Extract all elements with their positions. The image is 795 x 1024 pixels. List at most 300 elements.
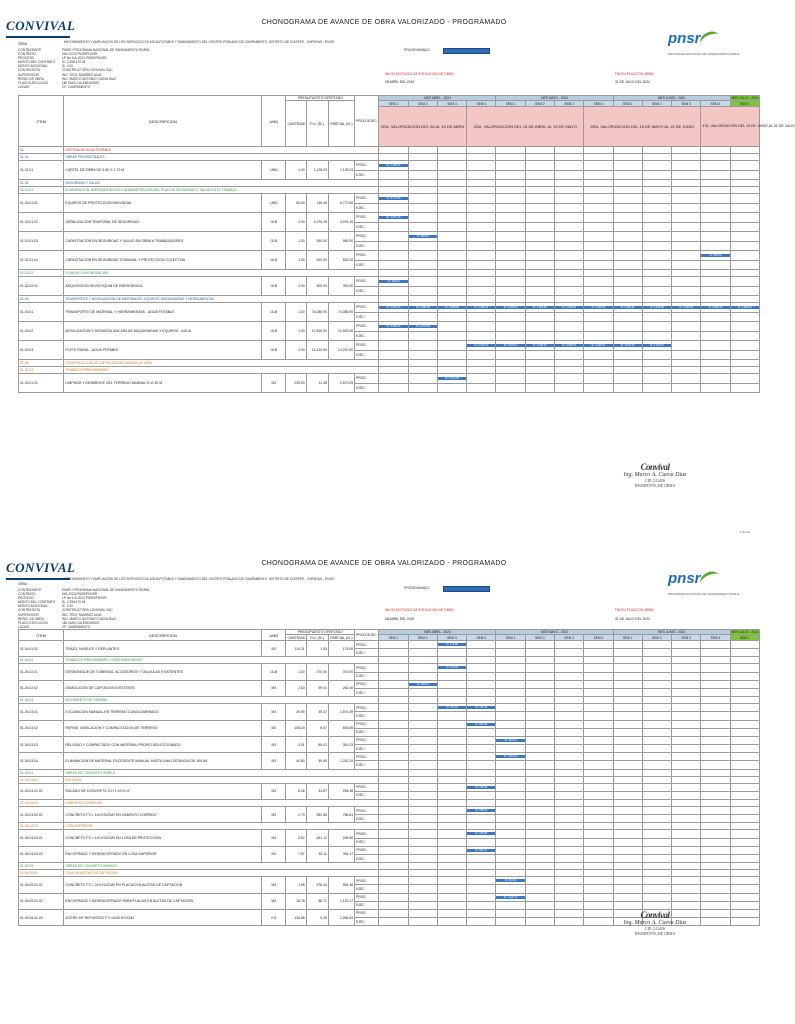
programmed-bar: S/. 787.20 bbox=[467, 706, 495, 709]
prog-label: PROG. bbox=[355, 664, 379, 672]
week-cell bbox=[496, 745, 525, 753]
item-row-prog bbox=[19, 846, 760, 854]
item-quantity: 1.00 bbox=[286, 341, 306, 360]
week-cell bbox=[467, 383, 496, 393]
week-cell bbox=[554, 649, 583, 657]
week-cell bbox=[496, 161, 525, 171]
week-cell bbox=[379, 170, 408, 180]
week-cell bbox=[672, 147, 701, 154]
week-cell bbox=[437, 664, 466, 672]
programmed-bar: S/. 5,698.90 bbox=[584, 306, 612, 309]
section-title: SEGURIDAD Y SALUD bbox=[64, 180, 379, 187]
week-cell bbox=[408, 251, 437, 261]
week-cell bbox=[672, 870, 701, 877]
week-cell bbox=[525, 241, 554, 251]
week-cell bbox=[408, 260, 437, 270]
week-cell bbox=[496, 712, 525, 720]
week-cell bbox=[672, 187, 701, 194]
week-cell bbox=[525, 854, 554, 862]
week-cell bbox=[584, 791, 613, 799]
header-valorizacion: 3RA. VALORIZACION DEL 15 DE MAYO AL 15 DE JUNIO bbox=[584, 107, 701, 147]
week-cell bbox=[379, 154, 408, 161]
week-cell bbox=[379, 680, 408, 688]
info-value: 045-2023-PNSR/PNVSR bbox=[62, 52, 98, 57]
week-cell bbox=[672, 180, 701, 187]
header-week: SEM 4 bbox=[467, 635, 496, 641]
week-cell bbox=[730, 277, 759, 287]
week-cell bbox=[467, 885, 496, 893]
item-row-prog bbox=[19, 251, 760, 261]
item-description: ADQUISICION DE BOTIQUIN DE EMERGENCIA bbox=[64, 277, 262, 296]
week-cell bbox=[701, 161, 730, 171]
week-cell bbox=[642, 147, 671, 154]
week-cell bbox=[496, 918, 525, 926]
week-cell bbox=[613, 672, 642, 680]
week-cell bbox=[467, 838, 496, 846]
header-parcial: PARCIAL (S/.) bbox=[328, 101, 354, 147]
week-cell bbox=[437, 918, 466, 926]
header-month: MES JULIO - 2024 bbox=[731, 96, 759, 100]
week-cell bbox=[379, 854, 408, 862]
week-cell bbox=[672, 170, 701, 180]
week-cell bbox=[642, 776, 671, 783]
week-cell bbox=[554, 863, 583, 870]
item-row-prog bbox=[19, 322, 760, 332]
week-cell bbox=[496, 360, 525, 367]
week-cell bbox=[437, 830, 466, 838]
header-prog-ejec: PROG./EJEC. bbox=[355, 630, 379, 641]
week-cell bbox=[437, 312, 466, 322]
week-cell bbox=[701, 154, 730, 161]
header-und: UND bbox=[262, 96, 286, 147]
week-cell bbox=[613, 697, 642, 704]
item-code: 01.04.03.04 bbox=[19, 753, 64, 769]
week-cell bbox=[437, 854, 466, 862]
week-cell bbox=[437, 783, 466, 791]
week-cell bbox=[525, 885, 554, 893]
week-cell bbox=[437, 657, 466, 664]
week-cell bbox=[554, 823, 583, 830]
week-cell bbox=[730, 728, 759, 736]
week-cell bbox=[613, 241, 642, 251]
week-cell bbox=[701, 260, 730, 270]
header-week: SEM 1 bbox=[496, 635, 525, 641]
week-cell bbox=[496, 303, 525, 313]
header-presupuesto: PRESUPUESTO OFERTADO bbox=[286, 630, 355, 635]
week-cell bbox=[467, 761, 496, 769]
item-description: CONCRETO F'C= 140 KG/CM2 EN CIMIENTO CORRIDO bbox=[64, 807, 262, 823]
week-cell bbox=[613, 863, 642, 870]
info-value: CP. CAMPAMENTO bbox=[62, 624, 91, 629]
signature-cip-2: CIP. 123456 bbox=[645, 926, 665, 931]
week-cell bbox=[525, 830, 554, 838]
item-row-prog bbox=[19, 704, 760, 712]
obra-label: OBRA bbox=[18, 42, 28, 46]
week-cell bbox=[379, 286, 408, 296]
week-cell bbox=[642, 783, 671, 791]
item-code: 01.02.02.01 bbox=[19, 277, 64, 296]
ejec-label: EJEC. bbox=[355, 791, 379, 799]
header-item: ITEM bbox=[19, 630, 64, 641]
info-key: CONTRATO bbox=[18, 52, 36, 57]
week-cell bbox=[496, 657, 525, 664]
signature-name: Ing. Marco A. Cueva Diaz bbox=[623, 472, 687, 478]
item-description: DEMOLICION DE CAPTACION EXISTENTE bbox=[64, 680, 262, 696]
week-cell bbox=[408, 672, 437, 680]
week-cell bbox=[379, 720, 408, 728]
week-cell bbox=[613, 791, 642, 799]
section-row bbox=[19, 154, 760, 161]
week-cell bbox=[525, 753, 554, 761]
item-partial: 14,210.50 bbox=[328, 341, 354, 360]
week-cell bbox=[554, 664, 583, 672]
prog-label: PROG. bbox=[355, 341, 379, 351]
week-cell bbox=[525, 736, 554, 744]
week-cell bbox=[379, 649, 408, 657]
header-week: SEM 1 bbox=[730, 101, 759, 107]
prog-label: PROG. bbox=[355, 846, 379, 854]
week-cell bbox=[584, 893, 613, 901]
week-cell bbox=[554, 241, 583, 251]
week-cell bbox=[613, 203, 642, 213]
item-partial: 174.89 bbox=[328, 641, 354, 657]
week-cell bbox=[525, 657, 554, 664]
week-cell bbox=[554, 877, 583, 885]
prog-label: PROG. bbox=[355, 830, 379, 838]
week-cell bbox=[613, 180, 642, 187]
week-cell bbox=[554, 870, 583, 877]
week-cell bbox=[496, 251, 525, 261]
week-cell bbox=[701, 194, 730, 204]
week-cell bbox=[525, 791, 554, 799]
week-cell bbox=[408, 918, 437, 926]
week-cell bbox=[554, 807, 583, 815]
week-cell bbox=[701, 180, 730, 187]
header-und: UND bbox=[262, 630, 286, 641]
week-cell bbox=[613, 350, 642, 360]
item-unit-price: 578.40 bbox=[306, 877, 328, 893]
prog-label: PROG. bbox=[355, 893, 379, 901]
item-partial: 950.00 bbox=[328, 232, 354, 251]
info-value: CONSTRUCTORA CONVIVAL SAC bbox=[62, 608, 113, 613]
week-cell bbox=[642, 360, 671, 367]
week-cell bbox=[554, 688, 583, 696]
week-cell bbox=[408, 791, 437, 799]
week-cell bbox=[672, 745, 701, 753]
week-cell bbox=[496, 383, 525, 393]
week-cell bbox=[584, 213, 613, 223]
week-cell bbox=[613, 885, 642, 893]
week-cell bbox=[584, 241, 613, 251]
item-unit: GLB bbox=[262, 251, 286, 270]
item-quantity: 1.00 bbox=[286, 303, 306, 322]
programmed-bar: S/. 2,573.05 bbox=[438, 377, 466, 380]
week-cell bbox=[496, 753, 525, 761]
info-value: S/. 2,358,470.04 bbox=[62, 60, 86, 65]
week-cell bbox=[379, 232, 408, 242]
week-cell bbox=[613, 312, 642, 322]
item-row-prog bbox=[19, 807, 760, 815]
week-cell bbox=[496, 180, 525, 187]
week-cell bbox=[584, 180, 613, 187]
week-cell bbox=[730, 901, 759, 909]
header-valorizacion: 4TA. VALORIZACION DEL 15 DE JUNIO AL 01 DE JULIO bbox=[701, 107, 760, 147]
info-key: SUPERVISOR bbox=[18, 72, 39, 77]
week-cell bbox=[467, 350, 496, 360]
week-cell bbox=[379, 350, 408, 360]
item-partial: 254.46 bbox=[328, 783, 354, 799]
item-description: ENCOFRADO Y DESENCOFRADO EN LOSA SUPERIOR bbox=[64, 846, 262, 862]
week-cell bbox=[408, 776, 437, 783]
item-unit: KG bbox=[262, 909, 286, 925]
week-cell bbox=[525, 688, 554, 696]
week-cell bbox=[554, 697, 583, 704]
week-cell bbox=[701, 383, 730, 393]
week-cell bbox=[730, 697, 759, 704]
week-cell bbox=[408, 367, 437, 374]
week-cell bbox=[701, 296, 730, 303]
item-row-prog bbox=[19, 753, 760, 761]
week-cell bbox=[730, 350, 759, 360]
item-description: TRANSPORTE DE MATERIAL Y HERRAMIENTAS - AGUA POTABLE bbox=[64, 303, 262, 322]
ejec-label: EJEC. bbox=[355, 203, 379, 213]
week-cell bbox=[554, 341, 583, 351]
week-cell bbox=[408, 180, 437, 187]
company-logo: CONVIVAL bbox=[6, 18, 76, 33]
week-cell bbox=[613, 854, 642, 862]
week-cell bbox=[642, 680, 671, 688]
week-cell bbox=[496, 807, 525, 815]
section-code: 01.02 bbox=[19, 180, 64, 187]
week-cell bbox=[408, 241, 437, 251]
week-cell bbox=[496, 728, 525, 736]
schedule-table-page-1 bbox=[18, 95, 795, 393]
week-cell bbox=[467, 800, 496, 807]
week-cell bbox=[672, 303, 701, 313]
pnsr-tagline-2: PROGRAMA NACIONAL DE SANEAMIENTO RURAL bbox=[668, 592, 741, 596]
info-key: CONTRATISTA bbox=[18, 608, 41, 613]
item-partial: 12,600.00 bbox=[328, 322, 354, 341]
week-cell bbox=[379, 331, 408, 341]
week-cell bbox=[554, 367, 583, 374]
week-cell bbox=[496, 901, 525, 909]
inicio-label-2: INICIO EN PLAZO DE EJECUCION DE OBRA bbox=[385, 608, 454, 612]
week-cell bbox=[701, 277, 730, 287]
week-cell bbox=[730, 203, 759, 213]
item-quantity: 105.43 bbox=[286, 720, 306, 736]
week-cell bbox=[467, 901, 496, 909]
week-cell bbox=[642, 331, 671, 341]
week-cell bbox=[672, 901, 701, 909]
prog-label: PROG. bbox=[355, 194, 379, 204]
week-cell bbox=[554, 720, 583, 728]
item-unit-price: 14,210.50 bbox=[306, 341, 328, 360]
week-cell bbox=[379, 823, 408, 830]
week-cell bbox=[584, 194, 613, 204]
week-cell bbox=[672, 807, 701, 815]
week-cell bbox=[730, 712, 759, 720]
week-cell bbox=[437, 296, 466, 303]
week-cell bbox=[701, 147, 730, 154]
week-cell bbox=[408, 232, 437, 242]
week-cell bbox=[408, 783, 437, 791]
week-cell bbox=[672, 672, 701, 680]
week-cell bbox=[554, 712, 583, 720]
week-cell bbox=[701, 761, 730, 769]
item-code: 01.04.03.01 bbox=[19, 704, 64, 720]
item-unit: M3 bbox=[262, 704, 286, 720]
week-cell bbox=[613, 360, 642, 367]
ejec-label: EJEC. bbox=[355, 260, 379, 270]
week-cell bbox=[584, 641, 613, 649]
info-key: CONTRATO bbox=[18, 592, 36, 597]
ejec-label: EJEC. bbox=[355, 688, 379, 696]
week-cell bbox=[437, 147, 466, 154]
week-cell bbox=[613, 704, 642, 712]
week-cell bbox=[525, 800, 554, 807]
week-cell bbox=[496, 322, 525, 332]
prog-label: PROG. bbox=[355, 374, 379, 384]
programmed-bar: S/. 1,128.03 bbox=[379, 164, 407, 167]
week-cell bbox=[554, 854, 583, 862]
week-cell bbox=[408, 753, 437, 761]
item-row-prog bbox=[19, 161, 760, 171]
section-title: TRABAJOS PRELIMINARES COMPLEMENTARIOS bbox=[64, 657, 379, 664]
header-week: SEM 1 bbox=[379, 635, 408, 641]
week-cell bbox=[613, 383, 642, 393]
week-cell bbox=[496, 312, 525, 322]
week-cell bbox=[584, 251, 613, 261]
ejec-label: EJEC. bbox=[355, 885, 379, 893]
week-cell bbox=[554, 830, 583, 838]
item-code: 01.04.05.01.02 bbox=[19, 893, 64, 909]
week-cell bbox=[379, 222, 408, 232]
week-cell bbox=[730, 854, 759, 862]
week-cell bbox=[408, 704, 437, 712]
section-title: OBRAS DE CONCRETO SIMPLE bbox=[64, 769, 379, 776]
info-value: CONSTRUCTORA CONVIVAL SAC bbox=[62, 68, 113, 73]
item-description: CONCRETO F'C= 140 KG/CM2 EN LOSA DE PROTECCION bbox=[64, 830, 262, 846]
week-cell bbox=[467, 341, 496, 351]
week-cell bbox=[437, 251, 466, 261]
week-cell bbox=[379, 918, 408, 926]
week-cell bbox=[408, 296, 437, 303]
week-cell bbox=[554, 893, 583, 901]
header-week: SEM 3 bbox=[672, 101, 701, 107]
programmed-bar: S/. 5,698.90 bbox=[731, 306, 759, 309]
prog-label: PROG. bbox=[355, 303, 379, 313]
header-week: SEM 1 bbox=[613, 101, 642, 107]
item-row-prog bbox=[19, 303, 760, 313]
week-cell bbox=[379, 664, 408, 672]
info-value: 180 DIAS CALENDARIOS bbox=[62, 620, 100, 625]
week-cell bbox=[701, 350, 730, 360]
header-week: SEM 3 bbox=[437, 635, 466, 641]
week-cell bbox=[701, 664, 730, 672]
signature-role-2: RESIDENTE DE OBRA bbox=[634, 931, 676, 936]
week-cell bbox=[672, 260, 701, 270]
item-partial: 74,085.90 bbox=[328, 303, 354, 322]
week-cell bbox=[379, 303, 408, 313]
week-cell bbox=[525, 745, 554, 753]
section-title: CIMIENTOS CORRIDOS bbox=[64, 800, 379, 807]
week-cell bbox=[496, 830, 525, 838]
week-cell bbox=[672, 286, 701, 296]
programmed-bar: S/. 2,030.07 bbox=[643, 344, 671, 347]
week-cell bbox=[525, 649, 554, 657]
item-unit: GLB bbox=[262, 232, 286, 251]
week-cell bbox=[437, 720, 466, 728]
week-cell bbox=[379, 761, 408, 769]
week-cell bbox=[408, 664, 437, 672]
week-cell bbox=[730, 745, 759, 753]
week-cell bbox=[584, 664, 613, 672]
week-cell bbox=[701, 846, 730, 854]
header-valorizacion: 1RA. VALORIZACION DEL 08 AL 15 DE ABRIL bbox=[379, 107, 467, 147]
section-row bbox=[19, 270, 760, 277]
info-key: LUGAR bbox=[18, 624, 29, 629]
item-unit: M3 bbox=[262, 753, 286, 769]
week-cell bbox=[584, 846, 613, 854]
week-cell bbox=[467, 854, 496, 862]
week-cell bbox=[437, 180, 466, 187]
week-cell bbox=[642, 664, 671, 672]
week-cell bbox=[496, 350, 525, 360]
week-cell bbox=[730, 341, 759, 351]
week-cell bbox=[584, 657, 613, 664]
item-unit: GLB bbox=[262, 322, 286, 341]
week-cell bbox=[525, 277, 554, 287]
week-cell bbox=[554, 680, 583, 688]
item-unit: UND bbox=[262, 194, 286, 213]
info-value: ING. MARCO ANTONIO CUEVA DIAZ bbox=[62, 76, 117, 81]
week-cell bbox=[525, 154, 554, 161]
week-cell bbox=[730, 161, 759, 171]
week-cell bbox=[496, 761, 525, 769]
week-cell bbox=[525, 893, 554, 901]
week-cell bbox=[467, 712, 496, 720]
week-cell bbox=[379, 383, 408, 393]
week-cell bbox=[408, 170, 437, 180]
item-unit: M2 bbox=[262, 846, 286, 862]
week-cell bbox=[437, 893, 466, 901]
item-description: REFINE, NIVELACION Y COMPACTACION DE TERRENO bbox=[64, 720, 262, 736]
week-cell bbox=[379, 260, 408, 270]
week-cell bbox=[379, 341, 408, 351]
info-key: MONTO ADICIONAL bbox=[18, 604, 48, 609]
week-cell bbox=[496, 846, 525, 854]
item-quantity: 39.99 bbox=[286, 704, 306, 720]
section-code: 01.04 bbox=[19, 360, 64, 367]
week-cell bbox=[467, 270, 496, 277]
week-cell bbox=[467, 720, 496, 728]
week-cell bbox=[642, 885, 671, 893]
week-cell bbox=[730, 893, 759, 901]
section-code: 01.04.04 bbox=[19, 769, 64, 776]
item-unit-price: 4,076.15 bbox=[306, 213, 328, 232]
week-cell bbox=[437, 322, 466, 332]
header-month: MES MAYO - 2024 bbox=[496, 96, 613, 101]
week-cell bbox=[496, 672, 525, 680]
week-cell bbox=[496, 815, 525, 823]
programmed-bar: S/. 260.40 bbox=[409, 683, 437, 686]
week-cell bbox=[584, 187, 613, 194]
week-cell bbox=[672, 877, 701, 885]
week-cell bbox=[584, 270, 613, 277]
week-cell bbox=[584, 322, 613, 332]
week-cell bbox=[730, 296, 759, 303]
item-quantity: 114.31 bbox=[286, 641, 306, 657]
